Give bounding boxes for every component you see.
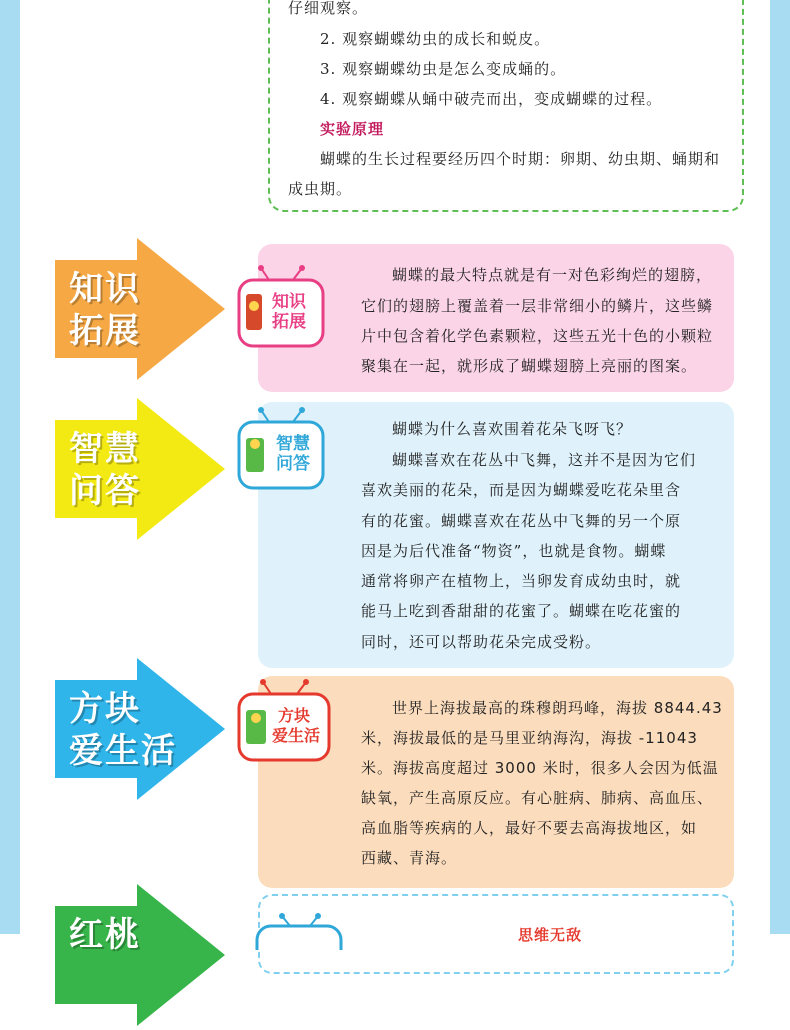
arrow-label: 爱生活 — [69, 731, 177, 771]
hearts-title: 思维无敌 — [518, 926, 583, 944]
life-line: 米。海拔高度超过 3000 米时，很多人会因为低温 — [361, 759, 719, 777]
arrow-hearts — [55, 884, 225, 1026]
experiment-line: 3. 观察蝴蝶幼虫是怎么变成蛹的。 — [320, 60, 567, 78]
knowledge-line: 聚集在一起，就形成了蝴蝶翅膀上亮丽的图案。 — [361, 357, 698, 375]
experiment-line: 2. 观察蝴蝶幼虫的成长和蜕皮。 — [320, 30, 551, 48]
arrow-label: 拓展 — [69, 311, 141, 351]
arrow-label: 红桃 — [69, 915, 141, 955]
badge-label: 智慧 — [276, 434, 310, 454]
wisdom-line: 能马上吃到香甜甜的花蜜了。蝴蝶在吃花蜜的 — [361, 602, 682, 620]
badge-label: 拓展 — [272, 312, 306, 332]
wisdom-line: 因是为后代准备“物资”，也就是食物。蝴蝶 — [361, 542, 667, 560]
life-line: 米，海拔最低的是马里亚纳海沟，海拔 -11043 — [361, 729, 698, 747]
arrow-label: 知识 — [69, 269, 141, 309]
badge-label: 爱生活 — [272, 726, 321, 745]
principle-line: 蝴蝶的生长过程要经历四个时期：卵期、幼虫期、蛹期和 — [320, 150, 721, 168]
right-border-strip — [770, 0, 790, 934]
arrow-wisdom — [55, 398, 225, 540]
wisdom-card — [258, 402, 734, 668]
wisdom-line: 喜欢美丽的花朵，而是因为蝴蝶爱吃花朵里含 — [361, 481, 682, 499]
life-line: 世界上海拔最高的珠穆朗玛峰，海拔 8844.43 — [392, 699, 723, 717]
arrow-life — [55, 658, 225, 800]
knowledge-line: 片中包含着化学色素颗粒，这些五光十色的小颗粒 — [361, 327, 714, 345]
tv-antenna-icon — [254, 910, 344, 950]
principle-title: 实验原理 — [320, 120, 385, 138]
tv-badge-knowledge — [236, 262, 326, 354]
left-border-strip — [0, 0, 20, 934]
arrow-label: 智慧 — [69, 429, 141, 469]
arrow-label: 方块 — [69, 689, 141, 729]
knowledge-line: 蝴蝶的最大特点就是有一对色彩绚烂的翅膀， — [392, 266, 713, 284]
tv-badge-wisdom — [236, 404, 326, 496]
principle-line: 成虫期。 — [288, 180, 353, 198]
knowledge-line: 它们的翅膀上覆盖着一层非常细小的鳞片，这些鳞 — [361, 297, 714, 315]
wisdom-line: 同时，还可以帮助花朵完成受粉。 — [361, 633, 602, 651]
life-line: 高血脂等疾病的人，最好不要去高海拔地区，如 — [361, 819, 698, 837]
badge-label: 方块 — [278, 706, 311, 725]
arrow-knowledge — [55, 238, 225, 380]
life-line: 西藏、青海。 — [361, 849, 458, 867]
wisdom-line: 蝴蝶喜欢在花丛中飞舞，这并不是因为它们 — [392, 451, 697, 469]
badge-label: 知识 — [272, 292, 306, 312]
tv-badge-hearts — [254, 910, 344, 950]
wisdom-line: 通常将卵产在植物上，当卵发育成幼虫时，就 — [361, 572, 682, 590]
tv-badge-life — [236, 676, 332, 768]
experiment-line: 仔细观察。 — [288, 0, 369, 17]
wisdom-question: 蝴蝶为什么喜欢围着花朵飞呀飞？ — [392, 420, 633, 438]
badge-label: 问答 — [276, 454, 310, 474]
experiment-line: 4. 观察蝴蝶从蛹中破壳而出，变成蝴蝶的过程。 — [320, 90, 663, 108]
life-line: 缺氧，产生高原反应。有心脏病、肺病、高血压、 — [361, 789, 714, 807]
wisdom-line: 有的花蜜。蝴蝶喜欢在花丛中飞舞的另一个原 — [361, 512, 682, 530]
arrow-label: 问答 — [69, 471, 141, 511]
